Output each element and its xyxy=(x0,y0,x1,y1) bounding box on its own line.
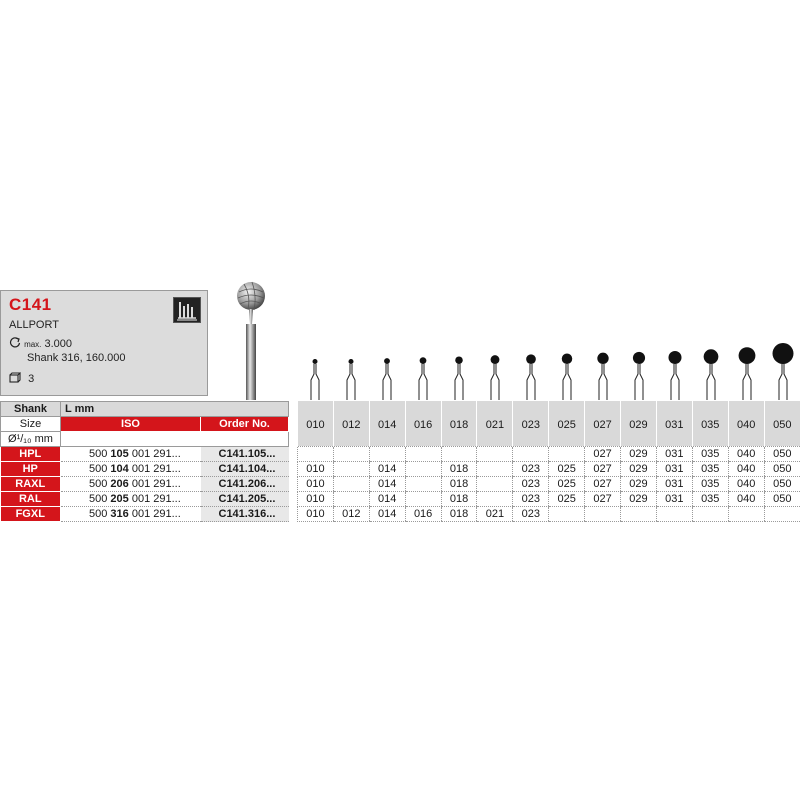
iso-prefix: 500 xyxy=(89,463,111,475)
size-cell: 018 xyxy=(441,491,477,506)
size-cell: 035 xyxy=(692,461,728,476)
iso-suffix: 001 291... xyxy=(128,448,181,460)
order-number: C141.105... xyxy=(201,447,289,462)
bur-outline-icon xyxy=(562,354,573,401)
size-header-cell xyxy=(477,401,513,446)
iso-prefix: 500 xyxy=(89,478,111,490)
size-row xyxy=(298,491,800,506)
size-header-cell xyxy=(333,401,369,446)
iso-shank-code: 105 xyxy=(110,448,129,460)
size-cell: 040 xyxy=(728,491,764,506)
size-cell xyxy=(549,446,585,461)
max-speed-row xyxy=(9,337,72,350)
size-cell: 035 xyxy=(692,476,728,491)
size-cell: 027 xyxy=(585,491,621,506)
size-label: 050 xyxy=(773,419,792,432)
iso-shank-code: 104 xyxy=(110,463,129,475)
size-cell: 021 xyxy=(477,506,513,521)
size-cell: 035 xyxy=(692,446,728,461)
size-header-cell xyxy=(764,401,800,446)
size-cell: 035 xyxy=(692,491,728,506)
size-cell xyxy=(477,446,513,461)
size-cell xyxy=(441,446,477,461)
size-cell: 023 xyxy=(513,476,549,491)
size-cell: 018 xyxy=(441,461,477,476)
size-header-cell xyxy=(549,401,585,446)
iso-shank-code: 316 xyxy=(110,508,129,520)
size-cell: 029 xyxy=(621,461,657,476)
table-row xyxy=(1,447,289,462)
size-cell xyxy=(549,506,585,521)
size-cell: 040 xyxy=(728,461,764,476)
size-row xyxy=(298,476,800,491)
size-cell: 027 xyxy=(585,476,621,491)
size-cell xyxy=(477,491,513,506)
size-header-cell xyxy=(405,401,441,446)
size-cell: 018 xyxy=(441,476,477,491)
order-number: C141.205... xyxy=(201,492,289,507)
size-cell xyxy=(728,506,764,521)
order-header: Order No. xyxy=(201,417,289,432)
product-code: C141 xyxy=(9,295,52,314)
size-cell: 014 xyxy=(369,476,405,491)
size-label: 012 xyxy=(342,419,361,432)
size-label: 035 xyxy=(701,419,720,432)
table-row xyxy=(1,492,289,507)
size-cell xyxy=(369,446,405,461)
size-header-cell xyxy=(728,401,764,446)
package-icon xyxy=(9,373,24,385)
size-header-cell xyxy=(513,401,549,446)
iso-suffix: 001 291... xyxy=(128,493,181,505)
size-cell: 014 xyxy=(369,491,405,506)
product-info-box xyxy=(0,290,208,396)
size-cell: 027 xyxy=(585,446,621,461)
size-cell: 023 xyxy=(513,461,549,476)
iso-header: ISO xyxy=(61,417,201,432)
bur-outline-icon xyxy=(347,359,355,400)
size-header-cell xyxy=(369,401,405,446)
shank-type: RAL xyxy=(1,492,61,507)
size-label: 029 xyxy=(629,419,648,432)
iso-prefix: 500 xyxy=(89,493,111,505)
size-cell xyxy=(405,446,441,461)
size-cell: 016 xyxy=(405,506,441,521)
size-label: 018 xyxy=(449,419,469,432)
diameter-header: Ø¹/₁₀ mm xyxy=(1,432,61,447)
size-cell: 025 xyxy=(549,461,585,476)
iso-prefix: 500 xyxy=(89,448,111,460)
bur-outline-icon xyxy=(311,359,319,400)
bur-outline-icon xyxy=(739,347,756,400)
bur-outline-icon xyxy=(773,343,794,400)
iso-number xyxy=(61,462,201,477)
shank-header: Shank xyxy=(1,402,61,417)
shank-speed: Shank 316, 160.000 xyxy=(27,352,126,364)
size-header-cell xyxy=(298,401,334,446)
iso-shank-code: 206 xyxy=(110,478,129,490)
size-label: 021 xyxy=(485,419,505,432)
size-label: 010 xyxy=(306,419,325,432)
size-cell xyxy=(585,506,621,521)
table-row xyxy=(1,507,289,522)
size-cell xyxy=(513,446,549,461)
bur-outline-icon xyxy=(455,356,463,400)
size-cell: 050 xyxy=(764,446,800,461)
size-cell: 010 xyxy=(298,506,334,521)
size-cell xyxy=(333,491,369,506)
pack-row xyxy=(9,372,34,385)
size-cell: 010 xyxy=(298,491,334,506)
size-cell: 023 xyxy=(513,491,549,506)
size-cell: 018 xyxy=(441,506,477,521)
size-cell xyxy=(333,446,369,461)
iso-suffix: 001 291... xyxy=(128,478,181,490)
size-cell: 029 xyxy=(621,476,657,491)
bur-outline-icon xyxy=(383,358,391,400)
size-label: 016 xyxy=(413,419,433,432)
iso-suffix: 001 291... xyxy=(128,508,181,520)
size-header: Size xyxy=(1,417,61,432)
size-label: 025 xyxy=(557,419,576,432)
size-cell: 029 xyxy=(621,491,657,506)
size-header-cell xyxy=(621,401,657,446)
tooth-application-icon xyxy=(173,297,201,323)
blank-header xyxy=(61,432,289,447)
round-bur-icon xyxy=(228,272,274,400)
shank-type: HP xyxy=(1,462,61,477)
iso-number xyxy=(61,492,201,507)
pack-quantity: 3 xyxy=(28,373,35,385)
bur-outline-icon xyxy=(633,352,645,400)
shank-type: FGXL xyxy=(1,507,61,522)
size-label: 031 xyxy=(665,419,684,432)
size-cell xyxy=(405,476,441,491)
iso-shank-code: 205 xyxy=(110,493,129,505)
size-cell: 010 xyxy=(298,461,334,476)
table-row xyxy=(1,462,289,477)
size-cell: 012 xyxy=(333,506,369,521)
size-cell: 025 xyxy=(549,476,585,491)
max-label: max. xyxy=(24,340,42,349)
size-cell xyxy=(333,476,369,491)
size-cell xyxy=(621,506,657,521)
size-cell xyxy=(298,446,334,461)
size-cell xyxy=(477,476,513,491)
size-cell: 050 xyxy=(764,491,800,506)
size-label: 023 xyxy=(521,419,540,432)
size-cell: 023 xyxy=(513,506,549,521)
order-number: C141.206... xyxy=(201,477,289,492)
shank-order-table xyxy=(0,401,289,522)
size-cell: 031 xyxy=(656,446,692,461)
size-cell: 027 xyxy=(585,461,621,476)
size-header-cell xyxy=(585,401,621,446)
size-cell: 010 xyxy=(298,476,334,491)
shank-type: HPL xyxy=(1,447,61,462)
size-cell: 014 xyxy=(369,506,405,521)
iso-number xyxy=(61,447,201,462)
max-speed: 3.000 xyxy=(44,338,72,350)
size-header-cell xyxy=(441,401,477,446)
bur-size-illustrations xyxy=(297,322,800,400)
shank-type: RAXL xyxy=(1,477,61,492)
size-header-cell xyxy=(692,401,728,446)
size-cell xyxy=(405,461,441,476)
size-cell: 031 xyxy=(656,491,692,506)
size-cell xyxy=(764,506,800,521)
size-cell xyxy=(477,461,513,476)
size-cell xyxy=(405,491,441,506)
iso-prefix: 500 xyxy=(89,508,111,520)
bur-outline-icon xyxy=(704,349,719,400)
size-cell: 025 xyxy=(549,491,585,506)
size-cell: 050 xyxy=(764,461,800,476)
bur-outline-icon xyxy=(491,355,500,400)
order-number: C141.104... xyxy=(201,462,289,477)
size-grid xyxy=(297,401,800,522)
bur-outline-icon xyxy=(668,351,681,400)
size-cell: 014 xyxy=(369,461,405,476)
size-cell xyxy=(333,461,369,476)
size-header-cell xyxy=(656,401,692,446)
product-name: ALLPORT xyxy=(9,319,59,331)
size-label: 014 xyxy=(378,419,397,432)
size-row xyxy=(298,446,800,461)
size-row xyxy=(298,506,800,521)
size-cell: 031 xyxy=(656,476,692,491)
size-cell xyxy=(692,506,728,521)
size-cell: 031 xyxy=(656,461,692,476)
size-cell: 040 xyxy=(728,446,764,461)
rotation-arrow-icon xyxy=(9,338,24,350)
iso-suffix: 001 291... xyxy=(128,463,181,475)
size-label: 027 xyxy=(593,419,612,432)
size-label: 040 xyxy=(736,419,756,432)
size-cell: 040 xyxy=(728,476,764,491)
bur-outline-icon xyxy=(526,354,536,400)
bur-outline-icon xyxy=(597,353,608,400)
table-row xyxy=(1,477,289,492)
size-cell xyxy=(656,506,692,521)
bur-outline-icon xyxy=(419,357,427,400)
iso-number xyxy=(61,507,201,522)
lmm-header: L mm xyxy=(61,402,289,417)
iso-number xyxy=(61,477,201,492)
size-cell: 050 xyxy=(764,476,800,491)
order-number: C141.316... xyxy=(201,507,289,522)
size-row xyxy=(298,461,800,476)
size-cell: 029 xyxy=(621,446,657,461)
